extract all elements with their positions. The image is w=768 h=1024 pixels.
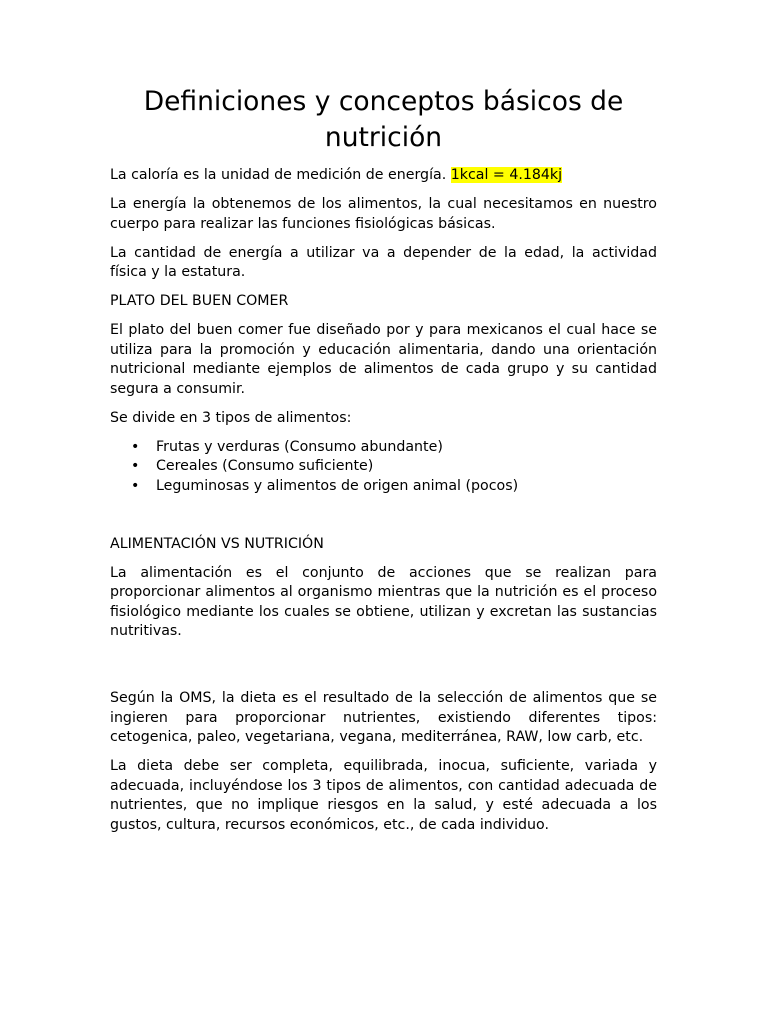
spacer — [110, 651, 657, 689]
list-item-text: Frutas y verduras (Consumo abundante) — [156, 438, 443, 455]
food-types-list — [110, 438, 657, 497]
title-line-2: nutrición — [324, 122, 443, 153]
list-item — [110, 438, 657, 458]
bullet-icon: • — [131, 438, 140, 455]
paragraph-oms: Según la OMS, la dieta es el resultado de la selección de alimentos que se ingieren para proporcionar nutrientes, existiendo diferentes tipos: cetogenica, paleo, vegetariana, vegana, mediterránea, RAW, low carb, etc. — [110, 690, 657, 745]
bullet-icon: • — [131, 458, 140, 474]
paragraph-divide: Se divide en 3 tipos de alimentos: — [110, 409, 352, 426]
paragraph-dieta: La dieta debe ser completa, equilibrada, inocua, suficiente, variada y adecuada, incluyéndose los 3 tipos de alimentos, con cantidad adecuada de nutrientes, que no implique riesgos en la salud, y esté adecuada a los gustos, cultura, recursos económicos, etc., de cada individuo. — [110, 758, 657, 833]
document-page — [110, 84, 657, 845]
paragraph-calorie — [110, 166, 657, 186]
list-item — [110, 457, 657, 477]
bullet-icon: • — [131, 477, 140, 494]
calorie-definition: La caloría es la unidad de medición de energía. — [110, 167, 451, 183]
paragraph-alimentacion: La alimentación es el conjunto de acciones que se realizan para proporcionar alimentos al organismo mientras que la nutrición es el proceso fisiológico mediante los cuales se obtiene, utilizan y excretan las sustancias nutritivas. — [110, 564, 657, 639]
heading-alimentacion-vs-nutricion: ALIMENTACIÓN VS NUTRICIÓN — [110, 535, 324, 552]
document-title — [110, 84, 657, 156]
paragraph-energy: La energía la obtenemos de los alimentos, la cual necesitamos en nuestro cuerpo para realizar las funciones fisiológicas básicas. — [110, 196, 657, 232]
list-item-text: Cereales (Consumo suficiente) — [156, 458, 374, 474]
list-item — [110, 477, 657, 497]
spacer — [110, 506, 657, 535]
paragraph-energy-amount: La cantidad de energía a utilizar va a depender de la edad, la actividad física y la estatura. — [110, 244, 657, 280]
highlighted-conversion: 1kcal = 4.184kj — [450, 167, 563, 183]
paragraph-plato: El plato del buen comer fue diseñado por y para mexicanos el cual hace se utiliza para la promoción y educación alimentaria, dando una orientación nutricional mediante ejemplos de alimentos de cada grupo y su cantidad segura a consumir. — [110, 322, 657, 397]
list-item-text: Leguminosas y alimentos de origen animal (pocos) — [156, 477, 519, 494]
title-line-1: Definiciones y conceptos básicos de — [143, 86, 624, 117]
heading-plato-buen-comer: PLATO DEL BUEN COMER — [110, 293, 289, 309]
